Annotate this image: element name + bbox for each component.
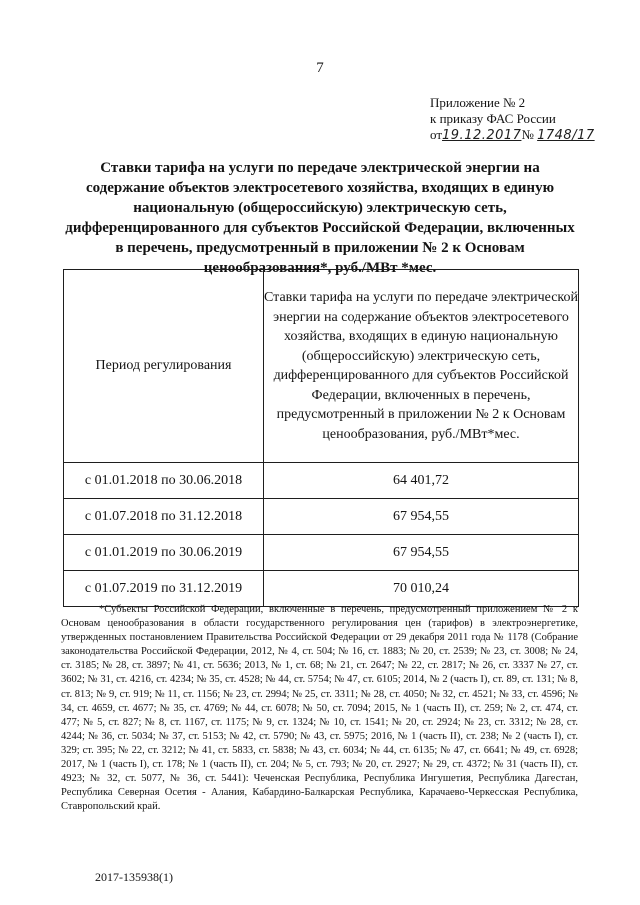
tariff-table bbox=[63, 269, 579, 607]
handwritten-date: 19.12.2017 bbox=[442, 128, 522, 143]
appendix-title: Приложение № 2 bbox=[430, 95, 526, 110]
table-row bbox=[64, 535, 579, 571]
appendix-date-number bbox=[430, 127, 595, 144]
appendix-order-ref: к приказу ФАС России bbox=[430, 111, 556, 126]
document-title: Ставки тарифа на услуги по передаче электрической энергии на содержание объектов электросетевого хозяйства, входящих в единую национальную (общероссийскую) электрическую сеть, дифференцированного для субъектов Российской Федерации, включенных в перечень, предусмотренный в приложении № 2 к Основам ценообразования*, руб./МВт *мес. bbox=[65, 160, 575, 276]
table-row bbox=[64, 463, 579, 499]
appendix-date-prefix: от bbox=[430, 127, 443, 142]
table-row bbox=[64, 571, 579, 607]
appendix-number-label: № bbox=[521, 127, 534, 142]
table-header-row bbox=[64, 270, 579, 463]
header-period: Период регулирования bbox=[64, 270, 264, 463]
header-rate: Ставки тарифа на услуги по передаче электрической энергии на содержание объектов электросетевого хозяйства, входящих в единую национальную (общероссийскую) электрическую сеть, дифференцированного для субъектов Российской Федерации, включенных в перечень, предусмотренный в приложении № 2 к Основам ценообразования, руб./МВт*мес. bbox=[264, 270, 579, 463]
row-value: 70 010,24 bbox=[264, 571, 579, 607]
row-period: с 01.07.2019 по 31.12.2019 bbox=[64, 571, 264, 607]
handwritten-number: 1748/17 bbox=[537, 128, 595, 143]
document-code: 2017-135938(1) bbox=[95, 870, 173, 884]
row-period: с 01.01.2018 по 30.06.2018 bbox=[64, 463, 264, 499]
footnote: *Субъекты Российской Федерации, включенные в перечень, предусмотренный приложением № 2 к Основам ценообразования в области государственного регулирования цен (тарифов) в электроэнергетике, утвержденных постановлением Правительства Российской Федерации от 29 декабря 2011 года № 1178 (Собрание законодательства Российской Федерации, 2012, № 4, ст. 504; № 16, ст. 1883; № 20, ст. 2539; № 23, ст. 3008; № 24, ст. 3185; № 28, ст. 3897; № 41, ст. 5636; 2013, № 1, ст. 68; № 21, ст. 2647; № 22, ст. 2817; № 26, ст. 3337 № 27, ст. 3602; № 31, ст. 4216, ст. 4234; № 35, ст. 4528; № 44, ст. 5754; № 47, ст. 6105; 2014, № 2 (часть I), ст. 89, ст. 131; № 8, ст. 813; № 9, ст. 919; № 11, ст. 1156; № 23, ст. 2994; № 25, ст. 3311; № 28, ст. 4050; № 32, ст. 4521; № 33, ст. 4596; № 34, ст. 4659, ст. 4677; № 35, ст. 4769; № 44, ст. 6078; № 50, ст. 7094; 2015, № 1 (часть II), ст. 259; № 2, ст. 474, ст. 477; № 5, ст. 827; № 8, ст. 1167, ст. 1175; № 9, ст. 1324; № 10, ст. 1541; № 20, ст. 2924; № 23, ст. 3312; № 28, ст. 4244; № 36, ст. 5034; № 37, ст. 5153; № 42, ст. 5790; № 43, ст. 5975; 2016, № 1 (часть II), ст. 238; № 2 (часть I), ст. 329; ст. 395; № 22, ст. 3212; № 41, ст. 5833, ст. 5838; № 43, ст. 6034; № 44, ст. 6135; № 47, ст. 6641; № 49, ст. 6928; 2017, № 1 (часть I), ст. 178; № 1 (часть II), ст. 204; № 5, ст. 793; № 20, ст. 2927; № 29, ст. 4372; № 31 (часть II), ст. 4923; № 32, ст. 5077, № 36, ст. 5441): Чеченская Республика, Республика Ингушетия, Республика Дагестан, Республика Северная Осетия - Алания, Кабардино-Балкарская Республика, Карачаево-Черкесская Республика, Ставропольский край. bbox=[61, 604, 578, 813]
row-period: с 01.07.2018 по 31.12.2018 bbox=[64, 499, 264, 535]
row-value: 64 401,72 bbox=[264, 463, 579, 499]
page-number: 7 bbox=[316, 60, 324, 76]
row-value: 67 954,55 bbox=[264, 535, 579, 571]
row-value: 67 954,55 bbox=[264, 499, 579, 535]
row-period: с 01.01.2019 по 30.06.2019 bbox=[64, 535, 264, 571]
table-row bbox=[64, 499, 579, 535]
appendix-header bbox=[430, 95, 595, 144]
